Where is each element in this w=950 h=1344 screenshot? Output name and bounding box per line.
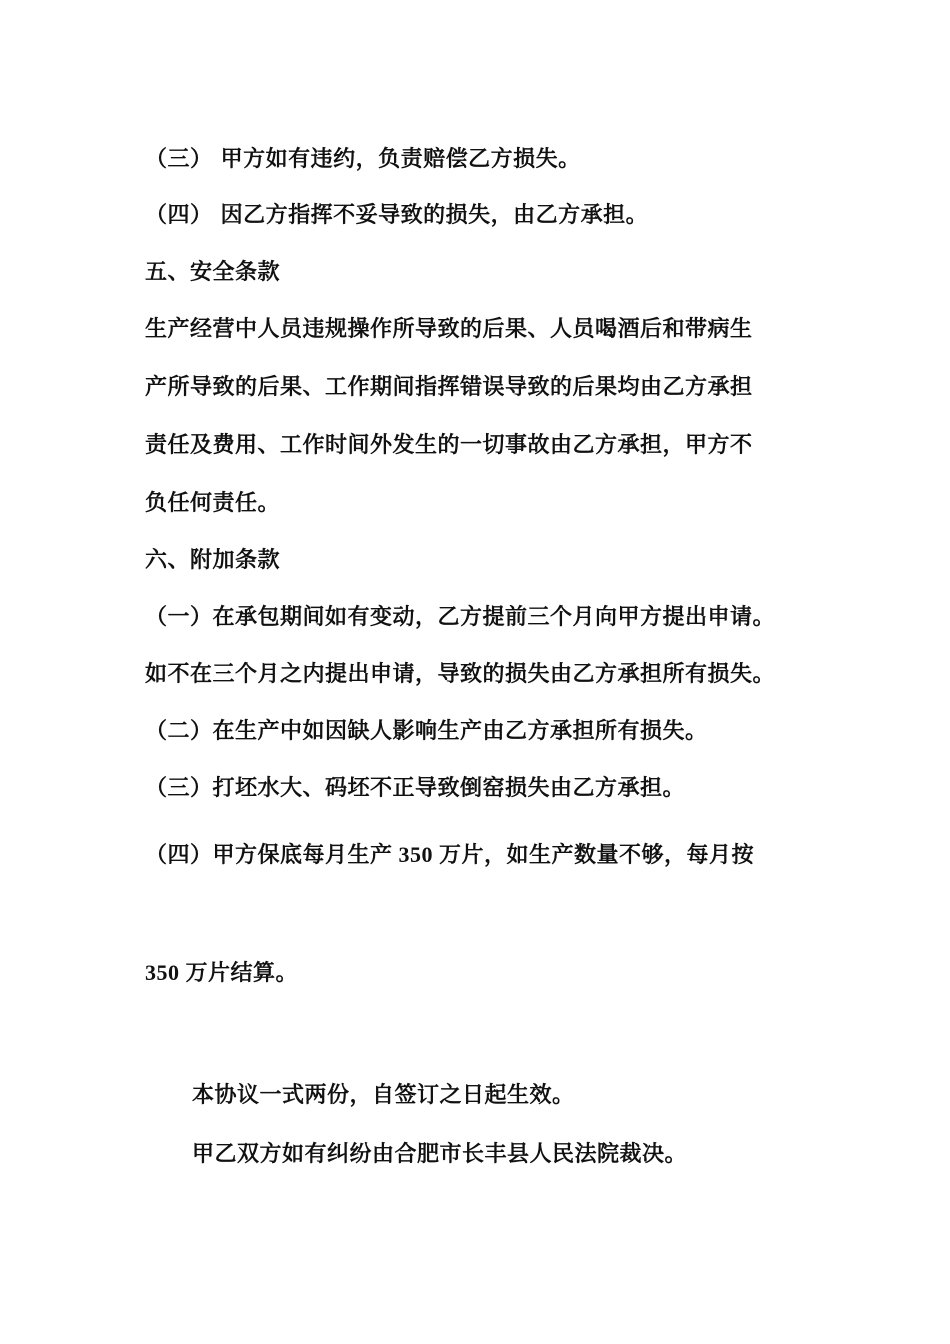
clause-4-item-4: （四） 因乙方指挥不妥导致的损失，由乙方承担。 [145,202,649,228]
closing-line: 本协议一式两份，自签订之日起生效。 [192,1082,575,1108]
section-5-body-line: 产所导致的后果、工作期间指挥错误导致的后果均由乙方承担 [145,374,753,400]
clause-4-item-3: （三） 甲方如有违约，负责赔偿乙方损失。 [145,146,581,172]
section-5-heading: 五、安全条款 [145,259,281,285]
section-6-heading: 六、附加条款 [145,547,281,573]
section-5-body-line: 负任何责任。 [145,490,281,516]
section-6-line: 如不在三个月之内提出申请，导致的损失由乙方承担所有损失。 [145,661,776,687]
section-5-body-line: 责任及费用、工作时间外发生的一切事故由乙方承担，甲方不 [145,432,753,458]
section-5-body-line: 生产经营中人员违规操作所导致的后果、人员喝酒后和带病生 [145,316,753,342]
section-6-line: （三）打坯水大、码坯不正导致倒窑损失由乙方承担。 [145,775,686,801]
section-6-line: 350 万片结算。 [145,960,299,985]
section-6-line: （二）在生产中如因缺人影响生产由乙方承担所有损失。 [145,718,708,744]
section-6-line: （一）在承包期间如有变动，乙方提前三个月向甲方提出申请。 [145,604,776,630]
section-6-line: （四）甲方保底每月生产 350 万片，如生产数量不够，每月按 [145,842,755,867]
closing-line: 甲乙双方如有纠纷由合肥市长丰县人民法院裁决。 [192,1141,688,1167]
